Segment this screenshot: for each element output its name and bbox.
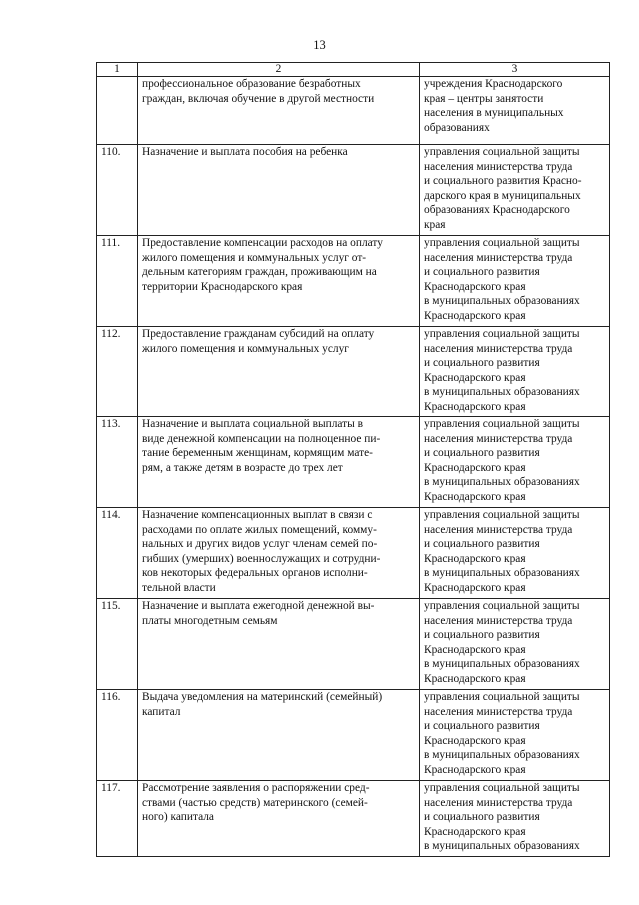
service-name: Назначение и выплата ежегодной денежной вы- платы многодетным семьям (142, 600, 375, 627)
responsible-authority: управления социальной защиты населения министерства труда и социального развития Краснодарского края в муниципальных образованиях Краснодарского края (424, 418, 580, 503)
row-number: 113. (97, 417, 138, 508)
column-number-header: 1 (97, 63, 138, 77)
column-number-header: 2 (138, 63, 420, 77)
table-row (97, 77, 610, 145)
service-name: Назначение компенсационных выплат в связи с расходами по оплате жилых помещений, комму- нальных и других видов услуг членам семей по- гибших (умерших) военнослужащих и сотрудни- ков некоторых федеральных органов исполни- тельной власти (142, 509, 381, 594)
service-name: Назначение и выплата пособия на ребенка (142, 146, 348, 158)
row-number: 117. (97, 781, 138, 857)
table-row (97, 508, 610, 599)
row-number: 114. (97, 508, 138, 599)
responsible-authority: управления социальной защиты населения министерства труда и социального развития Краснодарского края в муниципальных образованиях Краснодарского края (424, 328, 580, 413)
table-row (97, 236, 610, 327)
responsible-authority: управления социальной защиты населения министерства труда и социального развития Краснодарского края в муниципальных образованиях Краснодарского края (424, 509, 580, 594)
service-name: профессиональное образование безработных граждан, включая обучение в другой местности (142, 78, 375, 105)
responsible-authority: управления социальной защиты населения министерства труда и социального развития Краснодарского края в муниципальных образованиях Краснодарского края (424, 691, 580, 776)
row-number (97, 77, 138, 145)
table-row (97, 599, 610, 690)
row-number: 112. (97, 327, 138, 417)
page-number: 13 (313, 38, 326, 52)
responsible-authority: управления социальной защиты населения министерства труда и социального развития Краснодарского края в муниципальных образованиях Краснодарского края (424, 600, 580, 685)
service-name: Предоставление гражданам субсидий на оплату жилого помещения и коммунальных услуг (142, 328, 375, 355)
services-table (96, 62, 610, 857)
table-row (97, 327, 610, 417)
row-number: 115. (97, 599, 138, 690)
responsible-authority: управления социальной защиты населения министерства труда и социального развития Краснодарского края в муниципальных образованиях (424, 782, 580, 853)
table-row (97, 781, 610, 857)
service-name: Назначение и выплата социальной выплаты в виде денежной компенсации на полноценное пи- тание беременным женщинам, кормящим мате- рям, а также детям в возрасте до трех лет (142, 418, 381, 474)
table-row (97, 145, 610, 236)
service-name: Выдача уведомления на материнский (семейный) капитал (142, 691, 383, 718)
row-number: 110. (97, 145, 138, 236)
service-name: Рассмотрение заявления о распоряжении сред- ствами (частью средств) материнского (семей- ного) капитала (142, 782, 370, 824)
responsible-authority: управления социальной защиты населения министерства труда и социального развития Краснодарского края в муниципальных образованиях Краснодарского края (424, 237, 580, 322)
row-number: 116. (97, 690, 138, 781)
responsible-authority: учреждения Краснодарского края – центры занятости населения в муниципальных образованиях (424, 78, 564, 134)
column-number-header: 3 (420, 63, 610, 77)
service-name: Предоставление компенсации расходов на оплату жилого помещения и коммунальных услуг от- дельным категориям граждан, проживающим на территории Краснодарского края (142, 237, 383, 293)
table-row (97, 417, 610, 508)
table-row (97, 690, 610, 781)
table-header-row (97, 63, 610, 77)
row-number: 111. (97, 236, 138, 327)
responsible-authority: управления социальной защиты населения министерства труда и социального развития Красно- дарского края в муниципальных образованиях Краснодарского края (424, 146, 582, 231)
